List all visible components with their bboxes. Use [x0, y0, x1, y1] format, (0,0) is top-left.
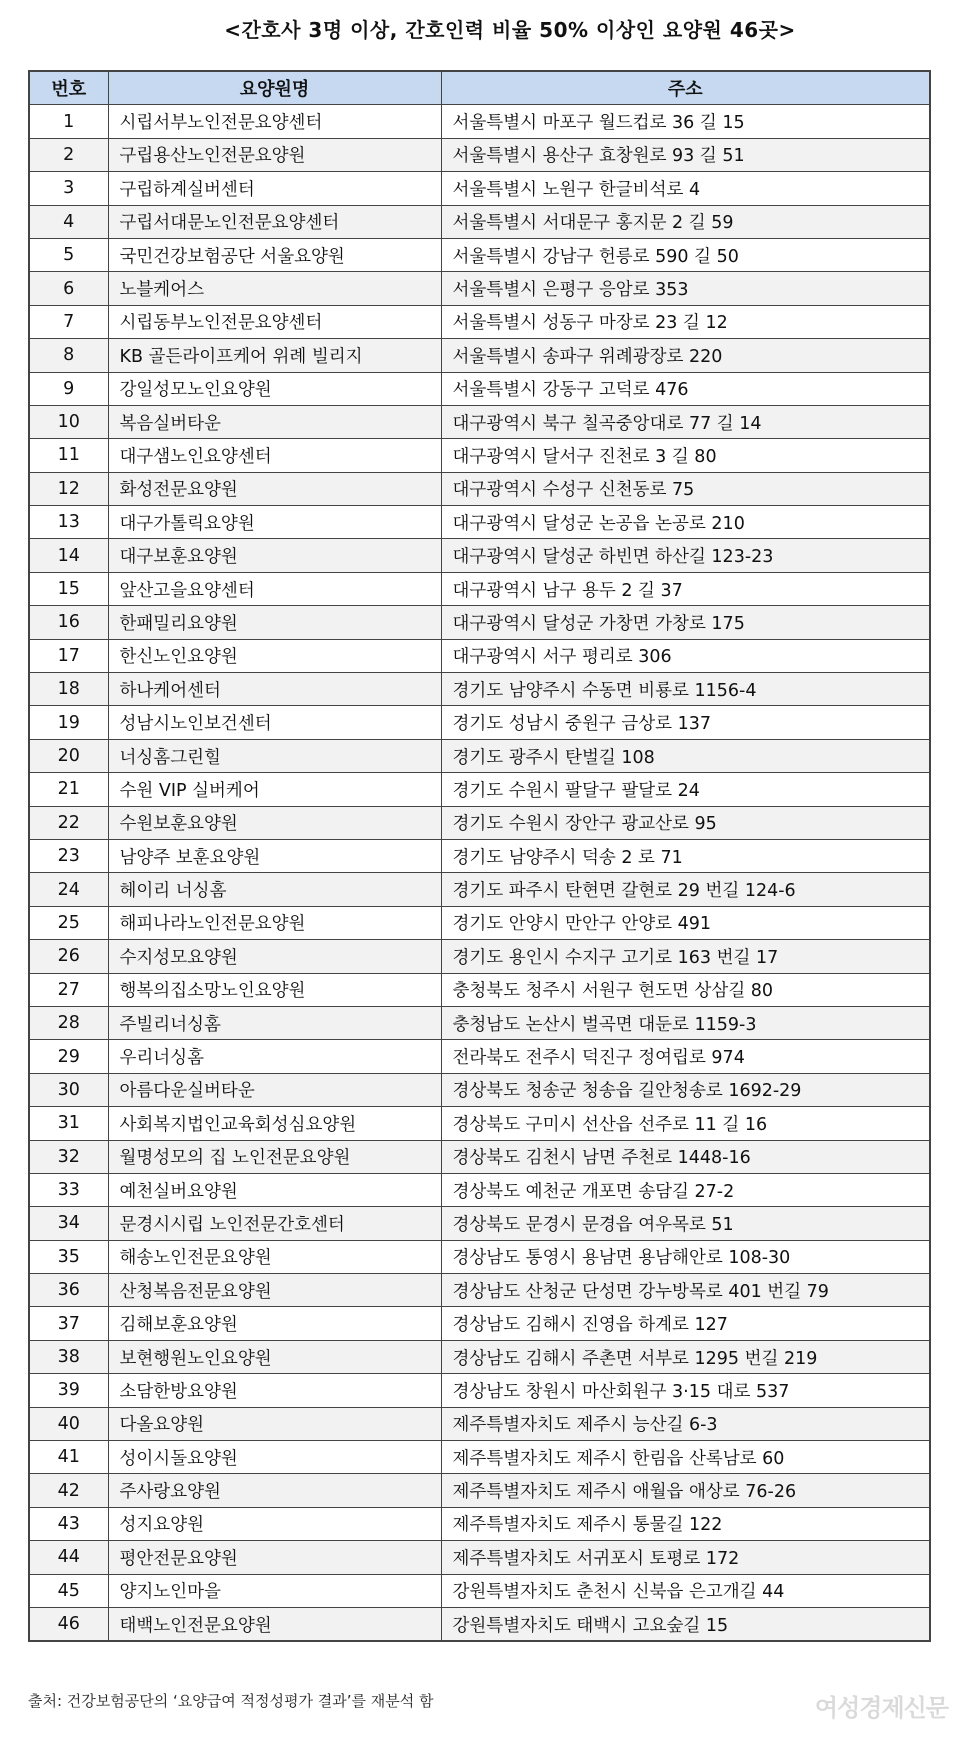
facility-name: 대구보훈요양원: [108, 539, 441, 572]
row-number: 39: [29, 1374, 108, 1407]
table-row: [29, 372, 930, 405]
source-note: 출처: 건강보험공단의 ‘요양급여 적정성평가 결과’를 재분석 함: [28, 1692, 434, 1710]
header-name: 요양원명: [108, 71, 441, 105]
table-row: [29, 1340, 930, 1373]
table-row: [29, 1040, 930, 1073]
table-row: [29, 1307, 930, 1340]
facility-name: 남양주 보훈요양원: [108, 839, 441, 872]
table-row: [29, 1607, 930, 1641]
facility-address: 경상남도 김해시 진영읍 하계로 127: [441, 1307, 930, 1340]
row-number: 1: [29, 105, 108, 138]
facility-address: 대구광역시 달서구 진천로 3 길 80: [441, 439, 930, 472]
facility-name: 시립서부노인전문요양센터: [108, 105, 441, 138]
facility-address: 경기도 용인시 수지구 고기로 163 번길 17: [441, 940, 930, 973]
facility-name: 복음실버타운: [108, 405, 441, 438]
row-number: 26: [29, 940, 108, 973]
row-number: 13: [29, 506, 108, 539]
header-no: 번호: [29, 71, 108, 105]
row-number: 38: [29, 1340, 108, 1373]
row-number: 14: [29, 539, 108, 572]
facility-address: 서울특별시 은평구 응암로 353: [441, 272, 930, 305]
row-number: 28: [29, 1006, 108, 1039]
row-number: 16: [29, 606, 108, 639]
table-row: [29, 339, 930, 372]
facility-name: 한패밀리요양원: [108, 606, 441, 639]
table-row: [29, 1140, 930, 1173]
facility-address: 서울특별시 강동구 고덕로 476: [441, 372, 930, 405]
table-row: [29, 1240, 930, 1273]
table-row: [29, 1107, 930, 1140]
facility-name: 대구샘노인요양센터: [108, 439, 441, 472]
facility-name: 수원 VIP 실버케어: [108, 773, 441, 806]
facility-name: 국민건강보험공단 서울요양원: [108, 238, 441, 271]
facility-address: 서울특별시 마포구 월드컵로 36 길 15: [441, 105, 930, 138]
facility-address: 강원특별자치도 태백시 고요숲길 15: [441, 1607, 930, 1641]
row-number: 42: [29, 1474, 108, 1507]
facility-name: 문경시시립 노인전문간호센터: [108, 1207, 441, 1240]
table-row: [29, 739, 930, 772]
row-number: 45: [29, 1574, 108, 1607]
facility-name: 수지성모요양원: [108, 940, 441, 973]
facility-name: 앞산고을요양센터: [108, 572, 441, 605]
row-number: 15: [29, 572, 108, 605]
table-row: [29, 706, 930, 739]
table-row: [29, 773, 930, 806]
facility-name: 구립용산노인전문요양원: [108, 138, 441, 171]
row-number: 31: [29, 1107, 108, 1140]
row-number: 17: [29, 639, 108, 672]
facility-name: 양지노인마을: [108, 1574, 441, 1607]
facility-name: 하나케어센터: [108, 673, 441, 706]
facility-address: 서울특별시 강남구 헌릉로 590 길 50: [441, 238, 930, 271]
row-number: 33: [29, 1173, 108, 1206]
facility-name: 해송노인전문요양원: [108, 1240, 441, 1273]
table-row: [29, 873, 930, 906]
facility-name: 사회복지법인교육회성심요양원: [108, 1107, 441, 1140]
facility-name: 성남시노인보건센터: [108, 706, 441, 739]
table-row: [29, 673, 930, 706]
facility-address: 대구광역시 달성군 하빈면 하산길 123-23: [441, 539, 930, 572]
header-address: 주소: [441, 71, 930, 105]
facility-name: 김해보훈요양원: [108, 1307, 441, 1340]
facility-name: 시립동부노인전문요양센터: [108, 305, 441, 338]
facility-address: 서울특별시 성동구 마장로 23 길 12: [441, 305, 930, 338]
facility-address: 제주특별자치도 제주시 애월읍 애상로 76-26: [441, 1474, 930, 1507]
facility-address: 제주특별자치도 제주시 한림읍 산록남로 60: [441, 1441, 930, 1474]
table-row: [29, 906, 930, 939]
facility-name: 너싱홈그린힐: [108, 739, 441, 772]
row-number: 11: [29, 439, 108, 472]
row-number: 21: [29, 773, 108, 806]
nursing-home-table: [28, 70, 931, 1642]
table-row: [29, 272, 930, 305]
facility-address: 경기도 남양주시 덕송 2 로 71: [441, 839, 930, 872]
table-row: [29, 172, 930, 205]
watermark-logo: 여성경제신문: [814, 1694, 948, 1722]
table-row: [29, 1441, 930, 1474]
table-row: [29, 1574, 930, 1607]
facility-name: 태백노인전문요양원: [108, 1607, 441, 1641]
facility-address: 대구광역시 수성구 신천동로 75: [441, 472, 930, 505]
table-row: [29, 305, 930, 338]
row-number: 40: [29, 1407, 108, 1440]
table-row: [29, 1207, 930, 1240]
facility-address: 서울특별시 노원구 한글비석로 4: [441, 172, 930, 205]
facility-address: 제주특별자치도 제주시 통물길 122: [441, 1507, 930, 1540]
facility-name: 한신노인요양원: [108, 639, 441, 672]
row-number: 25: [29, 906, 108, 939]
row-number: 24: [29, 873, 108, 906]
table-row: [29, 1006, 930, 1039]
facility-address: 경기도 성남시 중원구 금상로 137: [441, 706, 930, 739]
facility-address: 경기도 광주시 탄벌길 108: [441, 739, 930, 772]
table-body: [29, 105, 930, 1641]
facility-name: 보현행원노인요양원: [108, 1340, 441, 1373]
page-title: <간호사 3명 이상, 간호인력 비율 50% 이상인 요양원 46곳>: [224, 18, 796, 42]
table-row: [29, 238, 930, 271]
facility-address: 충청남도 논산시 벌곡면 대둔로 1159-3: [441, 1006, 930, 1039]
row-number: 23: [29, 839, 108, 872]
row-number: 22: [29, 806, 108, 839]
row-number: 9: [29, 372, 108, 405]
table-row: [29, 806, 930, 839]
table-row: [29, 506, 930, 539]
row-number: 12: [29, 472, 108, 505]
row-number: 7: [29, 305, 108, 338]
facility-address: 경상남도 김해시 주촌면 서부로 1295 번길 219: [441, 1340, 930, 1373]
row-number: 27: [29, 973, 108, 1006]
facility-address: 대구광역시 북구 칠곡중앙대로 77 길 14: [441, 405, 930, 438]
row-number: 29: [29, 1040, 108, 1073]
row-number: 30: [29, 1073, 108, 1106]
facility-address: 경상북도 구미시 선산읍 선주로 11 길 16: [441, 1107, 930, 1140]
facility-name: 헤이리 너싱홈: [108, 873, 441, 906]
row-number: 32: [29, 1140, 108, 1173]
facility-name: 대구가톨릭요양원: [108, 506, 441, 539]
facility-name: 주사랑요양원: [108, 1474, 441, 1507]
facility-name: 구립하계실버센터: [108, 172, 441, 205]
facility-name: 성이시돌요양원: [108, 1441, 441, 1474]
row-number: 34: [29, 1207, 108, 1240]
facility-address: 서울특별시 서대문구 홍지문 2 길 59: [441, 205, 930, 238]
table-row: [29, 539, 930, 572]
facility-address: 경상북도 예천군 개포면 송담길 27-2: [441, 1173, 930, 1206]
facility-address: 대구광역시 달성군 가창면 가창로 175: [441, 606, 930, 639]
facility-address: 제주특별자치도 서귀포시 토평로 172: [441, 1541, 930, 1574]
row-number: 20: [29, 739, 108, 772]
facility-name: 아름다운실버타운: [108, 1073, 441, 1106]
facility-address: 경기도 안양시 만안구 안양로 491: [441, 906, 930, 939]
facility-address: 대구광역시 달성군 논공읍 논공로 210: [441, 506, 930, 539]
table-row: [29, 138, 930, 171]
facility-address: 전라북도 전주시 덕진구 정여립로 974: [441, 1040, 930, 1073]
facility-name: 성지요양원: [108, 1507, 441, 1540]
row-number: 35: [29, 1240, 108, 1273]
facility-address: 경기도 남양주시 수동면 비룡로 1156-4: [441, 673, 930, 706]
facility-name: 해피나라노인전문요양원: [108, 906, 441, 939]
facility-address: 경상남도 창원시 마산회원구 3·15 대로 537: [441, 1374, 930, 1407]
facility-name: 화성전문요양원: [108, 472, 441, 505]
table-row: [29, 439, 930, 472]
facility-address: 서울특별시 용산구 효창원로 93 길 51: [441, 138, 930, 171]
row-number: 8: [29, 339, 108, 372]
facility-address: 경기도 파주시 탄현면 갈현로 29 번길 124-6: [441, 873, 930, 906]
table-row: [29, 1541, 930, 1574]
row-number: 3: [29, 172, 108, 205]
table-header-row: [29, 71, 930, 105]
facility-address: 서울특별시 송파구 위례광장로 220: [441, 339, 930, 372]
table-row: [29, 839, 930, 872]
facility-address: 제주특별자치도 제주시 능산길 6-3: [441, 1407, 930, 1440]
table-row: [29, 1407, 930, 1440]
facility-address: 경상남도 통영시 용남면 용남해안로 108-30: [441, 1240, 930, 1273]
row-number: 10: [29, 405, 108, 438]
table-row: [29, 572, 930, 605]
facility-name: 노블케어스: [108, 272, 441, 305]
table-row: [29, 1173, 930, 1206]
facility-name: 행복의집소망노인요양원: [108, 973, 441, 1006]
facility-address: 대구광역시 남구 용두 2 길 37: [441, 572, 930, 605]
row-number: 6: [29, 272, 108, 305]
facility-name: 산청복음전문요양원: [108, 1274, 441, 1307]
facility-name: 우리너싱홈: [108, 1040, 441, 1073]
table-row: [29, 940, 930, 973]
facility-name: 예천실버요양원: [108, 1173, 441, 1206]
facility-name: 월명성모의 집 노인전문요양원: [108, 1140, 441, 1173]
row-number: 43: [29, 1507, 108, 1540]
facility-address: 강원특별자치도 춘천시 신북읍 은고개길 44: [441, 1574, 930, 1607]
facility-address: 경기도 수원시 팔달구 팔달로 24: [441, 773, 930, 806]
facility-name: 구립서대문노인전문요양센터: [108, 205, 441, 238]
row-number: 5: [29, 238, 108, 271]
table-row: [29, 1274, 930, 1307]
row-number: 46: [29, 1607, 108, 1641]
facility-name: 강일성모노인요양원: [108, 372, 441, 405]
facility-address: 대구광역시 서구 평리로 306: [441, 639, 930, 672]
row-number: 4: [29, 205, 108, 238]
row-number: 44: [29, 1541, 108, 1574]
table-row: [29, 1374, 930, 1407]
row-number: 18: [29, 673, 108, 706]
table-row: [29, 205, 930, 238]
table-row: [29, 973, 930, 1006]
table-row: [29, 405, 930, 438]
table-row: [29, 639, 930, 672]
table-row: [29, 1507, 930, 1540]
facility-address: 경상북도 김천시 남면 주천로 1448-16: [441, 1140, 930, 1173]
facility-name: KB 골든라이프케어 위례 빌리지: [108, 339, 441, 372]
table-row: [29, 1073, 930, 1106]
table-row: [29, 606, 930, 639]
table-row: [29, 472, 930, 505]
facility-name: 수원보훈요양원: [108, 806, 441, 839]
facility-address: 충청북도 청주시 서원구 현도면 상삼길 80: [441, 973, 930, 1006]
row-number: 2: [29, 138, 108, 171]
table-row: [29, 1474, 930, 1507]
facility-address: 경기도 수원시 장안구 광교산로 95: [441, 806, 930, 839]
facility-address: 경상북도 문경시 문경읍 여우목로 51: [441, 1207, 930, 1240]
facility-name: 주빌리너싱홈: [108, 1006, 441, 1039]
row-number: 36: [29, 1274, 108, 1307]
facility-name: 다올요양원: [108, 1407, 441, 1440]
row-number: 41: [29, 1441, 108, 1474]
facility-name: 평안전문요양원: [108, 1541, 441, 1574]
facility-address: 경상북도 청송군 청송읍 길안청송로 1692-29: [441, 1073, 930, 1106]
facility-name: 소담한방요양원: [108, 1374, 441, 1407]
table-row: [29, 105, 930, 138]
row-number: 37: [29, 1307, 108, 1340]
row-number: 19: [29, 706, 108, 739]
facility-address: 경상남도 산청군 단성면 강누방목로 401 번길 79: [441, 1274, 930, 1307]
